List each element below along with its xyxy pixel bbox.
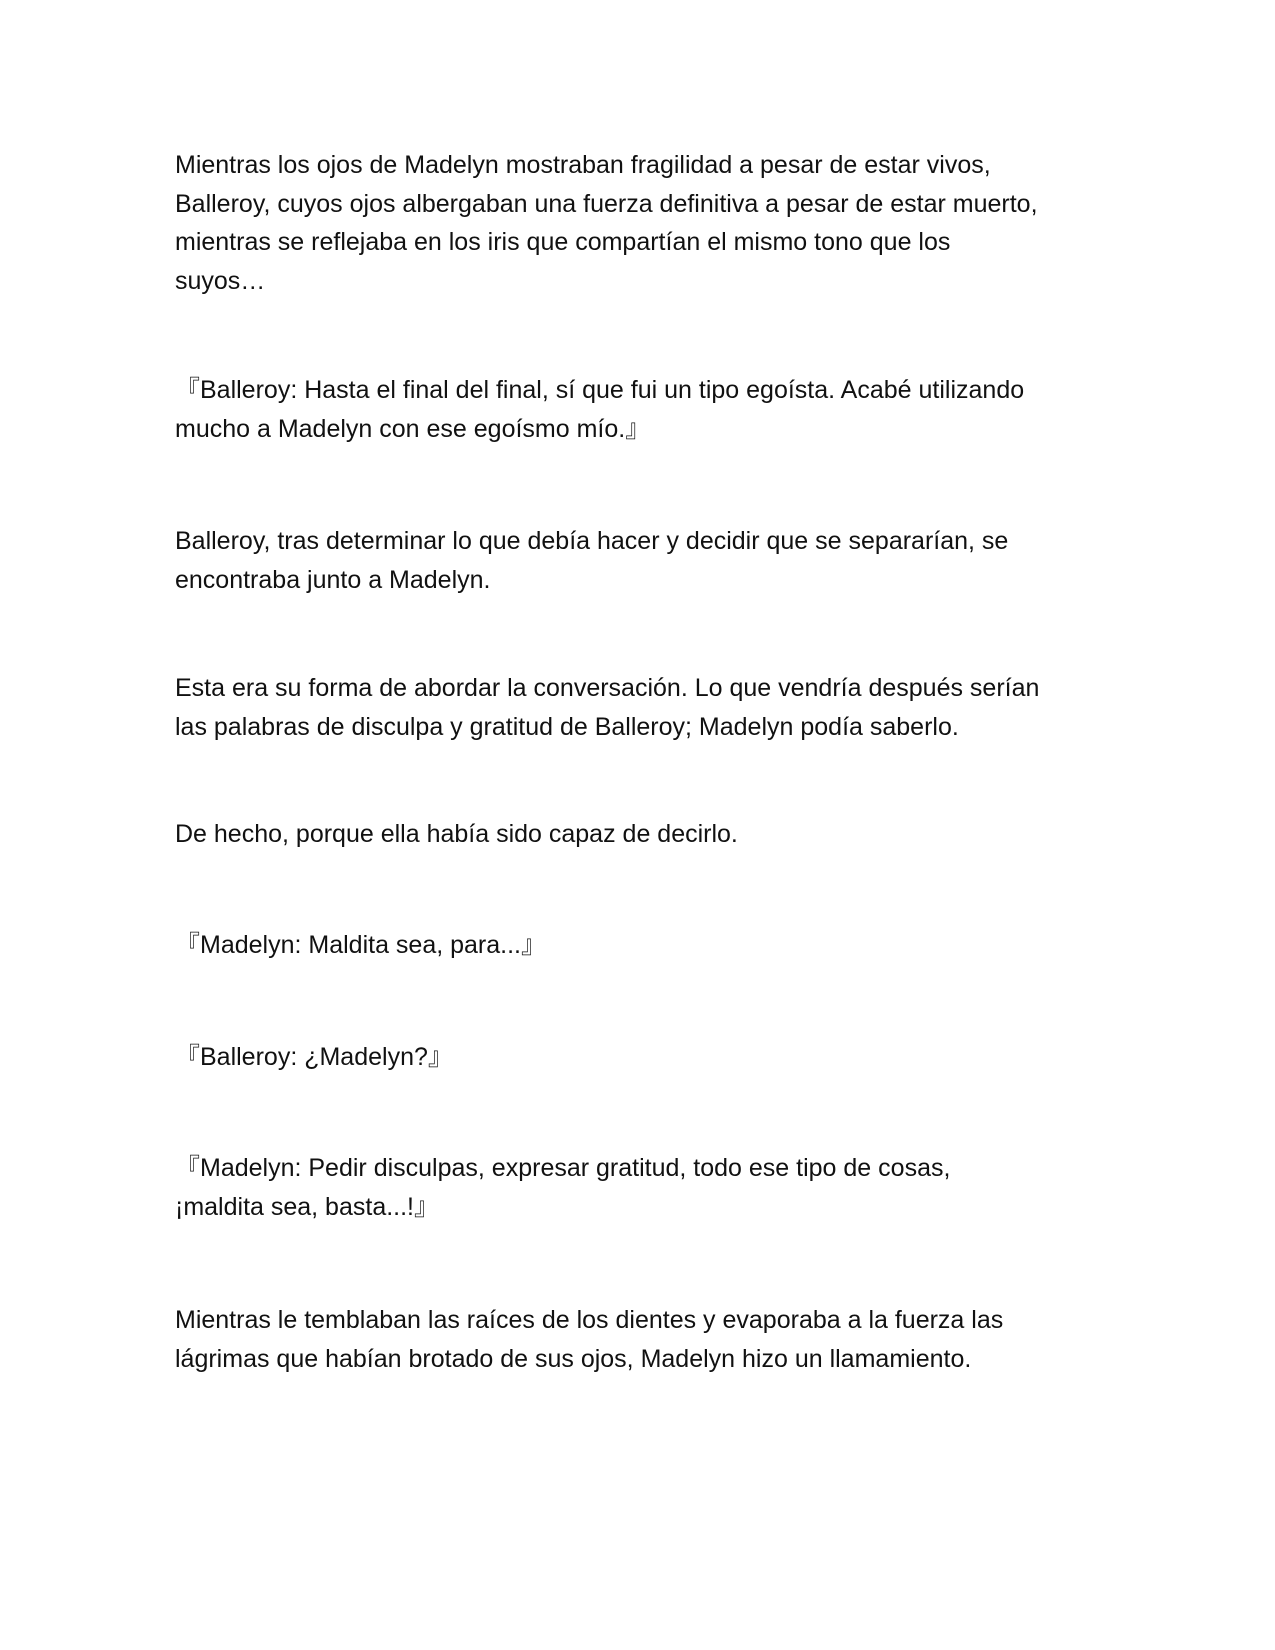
dialogue-balleroy: 『Balleroy: Hasta el final del final, sí que fui un tipo egoísta. Acabé utilizando mucho a Madelyn con ese egoísmo mío.』: [175, 376, 1025, 443]
dialogue-madelyn: 『Madelyn: Maldita sea, para...』: [175, 931, 546, 959]
narration-paragraph: De hecho, porque ella había sido capaz de decirlo.: [175, 820, 738, 848]
dialogue-balleroy: 『Balleroy: ¿Madelyn?』: [175, 1043, 453, 1071]
narration-paragraph: Balleroy, tras determinar lo que debía hacer y decidir que se separarían, se encontraba junto a Madelyn.: [175, 527, 1009, 594]
narration-paragraph: Mientras le temblaban las raíces de los dientes y evaporaba a la fuerza las lágrimas que habían brotado de sus ojos, Madelyn hizo un llamamiento.: [175, 1306, 1004, 1373]
narration-paragraph: Esta era su forma de abordar la conversación. Lo que vendría después serían las palabras de disculpa y gratitud de Balleroy; Madelyn podía saberlo.: [175, 674, 1040, 741]
narration-paragraph: Mientras los ojos de Madelyn mostraban fragilidad a pesar de estar vivos, Balleroy, cuyos ojos albergaban una fuerza definitiva a pesar de estar muerto, mientras se reflejaba en los iris que compartían el mismo tono que los suyos…: [175, 151, 1038, 295]
dialogue-madelyn: 『Madelyn: Pedir disculpas, expresar gratitud, todo ese tipo de cosas, ¡maldita sea, basta...!』: [175, 1154, 951, 1221]
